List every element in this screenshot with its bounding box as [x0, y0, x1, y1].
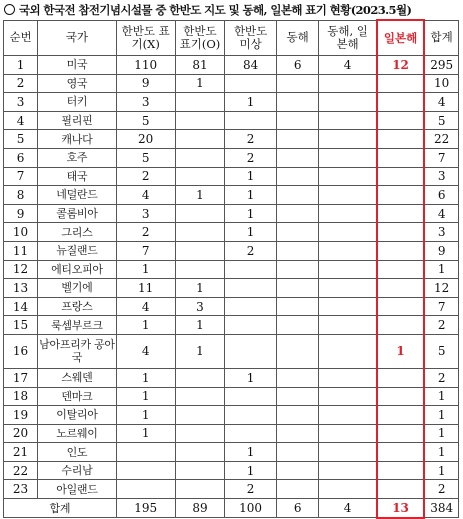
- table-cell: [276, 204, 318, 223]
- table-row: [4, 334, 459, 368]
- row-number: 5: [4, 130, 38, 149]
- table-cell: [276, 279, 318, 298]
- table-cell: 3: [116, 93, 175, 112]
- table-cell: [319, 297, 377, 316]
- row-number: 14: [4, 297, 38, 316]
- table-cell: 7: [424, 148, 458, 167]
- highlight-cell: [377, 424, 425, 443]
- table-cell: 11: [116, 279, 175, 298]
- highlight-cell: [377, 461, 425, 480]
- row-number: 10: [4, 223, 38, 242]
- table-cell: 4: [116, 186, 175, 205]
- table-cell: [175, 368, 225, 387]
- table-cell: 1: [424, 260, 458, 279]
- table-cell: [276, 130, 318, 149]
- row-number: 18: [4, 387, 38, 406]
- table-cell: [175, 130, 225, 149]
- table-cell: [276, 93, 318, 112]
- highlight-cell: [377, 130, 425, 149]
- row-number: 6: [4, 148, 38, 167]
- country-name: 터키: [38, 93, 117, 112]
- table-cell: [276, 368, 318, 387]
- table-cell: 1: [225, 93, 277, 112]
- table-cell: [276, 186, 318, 205]
- table-cell: 1: [424, 387, 458, 406]
- table-cell: 10: [424, 74, 458, 93]
- table-cell: 5: [116, 148, 175, 167]
- header-cell: 한반도 표기(O): [175, 20, 225, 56]
- table-cell: [276, 297, 318, 316]
- table-cell: 2: [424, 368, 458, 387]
- table-cell: 3: [424, 223, 458, 242]
- table-cell: [225, 260, 277, 279]
- table-cell: [225, 316, 277, 335]
- highlight-cell: [377, 74, 425, 93]
- table-cell: [225, 279, 277, 298]
- header-cell: 순번: [4, 20, 38, 56]
- country-name: 룩셈부르크: [38, 316, 117, 335]
- highlight-cell: [377, 148, 425, 167]
- highlight-cell: [377, 316, 425, 335]
- table-cell: [319, 260, 377, 279]
- table-cell: [276, 223, 318, 242]
- table-cell: 4: [116, 297, 175, 316]
- country-name: 캐나다: [38, 130, 117, 149]
- country-name: 스웨덴: [38, 368, 117, 387]
- table-cell: 1: [424, 461, 458, 480]
- table-row: [4, 316, 459, 335]
- country-name: 그리스: [38, 223, 117, 242]
- table-cell: [319, 148, 377, 167]
- row-number: 4: [4, 111, 38, 130]
- row-number: 1: [4, 56, 38, 75]
- table-cell: [225, 334, 277, 368]
- table-row: [4, 186, 459, 205]
- table-cell: 1: [175, 316, 225, 335]
- table-cell: 2: [225, 241, 277, 260]
- row-number: 9: [4, 204, 38, 223]
- table-cell: [319, 93, 377, 112]
- table-cell: [276, 167, 318, 186]
- country-name: 필리핀: [38, 111, 117, 130]
- highlight-cell: [377, 406, 425, 425]
- table-cell: 2: [225, 148, 277, 167]
- table-cell: [319, 334, 377, 368]
- highlight-cell: [377, 387, 425, 406]
- country-name: 뉴질랜드: [38, 241, 117, 260]
- table-row: [4, 480, 459, 499]
- table-cell: [319, 204, 377, 223]
- country-name: 수리남: [38, 461, 117, 480]
- table-row: [4, 406, 459, 425]
- header-cell: 합계: [424, 20, 458, 56]
- table-cell: [276, 461, 318, 480]
- country-name: 태국: [38, 167, 117, 186]
- table-cell: [225, 406, 277, 425]
- table-cell: 3: [424, 167, 458, 186]
- row-number: 12: [4, 260, 38, 279]
- table-cell: [175, 461, 225, 480]
- header-cell: 국가: [38, 20, 117, 56]
- country-name: 인도: [38, 443, 117, 462]
- country-name: 노르웨이: [38, 424, 117, 443]
- table-row: [4, 93, 459, 112]
- country-name: 남아프리카 공아국: [38, 334, 117, 368]
- row-number: 20: [4, 424, 38, 443]
- table-cell: [319, 424, 377, 443]
- table-cell: 1: [424, 406, 458, 425]
- country-name: 미국: [38, 56, 117, 75]
- table-cell: 2: [424, 316, 458, 335]
- table-cell: [319, 223, 377, 242]
- total-label: 합계: [4, 499, 117, 518]
- table-cell: 4: [424, 204, 458, 223]
- data-table: [3, 19, 459, 519]
- table-cell: [319, 461, 377, 480]
- table-cell: 81: [175, 56, 225, 75]
- country-name: 프랑스: [38, 297, 117, 316]
- table-cell: [175, 387, 225, 406]
- highlight-cell: 1: [377, 334, 425, 368]
- table-cell: [276, 260, 318, 279]
- table-row: [4, 241, 459, 260]
- table-cell: 2: [116, 223, 175, 242]
- table-cell: [175, 204, 225, 223]
- table-cell: 1: [116, 406, 175, 425]
- page-title: [4, 2, 411, 18]
- table-cell: [175, 223, 225, 242]
- table-cell: [175, 480, 225, 499]
- row-number: 11: [4, 241, 38, 260]
- table-cell: 1: [225, 167, 277, 186]
- total-row: [4, 499, 459, 518]
- table-cell: [276, 316, 318, 335]
- row-number: 13: [4, 279, 38, 298]
- table-cell: 2: [116, 167, 175, 186]
- table-row: [4, 204, 459, 223]
- header-cell: 한반도 표기(X): [116, 20, 175, 56]
- table-cell: [116, 461, 175, 480]
- total-cell: 384: [424, 499, 458, 518]
- country-name: 덴마크: [38, 387, 117, 406]
- table-row: [4, 56, 459, 75]
- row-number: 22: [4, 461, 38, 480]
- table-cell: 9: [424, 241, 458, 260]
- table-cell: 1: [175, 74, 225, 93]
- table-cell: [175, 424, 225, 443]
- country-name: 벨기에: [38, 279, 117, 298]
- table-cell: [319, 74, 377, 93]
- highlight-cell: [377, 368, 425, 387]
- country-name: 네덜란드: [38, 186, 117, 205]
- table-cell: 84: [225, 56, 277, 75]
- highlight-cell: 12: [377, 56, 425, 75]
- table-cell: [175, 260, 225, 279]
- table-cell: 5: [116, 111, 175, 130]
- table-cell: [175, 241, 225, 260]
- row-number: 16: [4, 334, 38, 368]
- table-cell: [319, 406, 377, 425]
- table-cell: 1: [116, 368, 175, 387]
- table-cell: 1: [116, 387, 175, 406]
- row-number: 17: [4, 368, 38, 387]
- country-name: 콜롬비아: [38, 204, 117, 223]
- total-cell: 195: [116, 499, 175, 518]
- table-cell: 1: [225, 186, 277, 205]
- table-cell: 3: [175, 297, 225, 316]
- table-cell: 1: [116, 424, 175, 443]
- highlight-cell: [377, 111, 425, 130]
- row-number: 23: [4, 480, 38, 499]
- table-cell: [116, 443, 175, 462]
- table-cell: [225, 111, 277, 130]
- table-cell: [276, 241, 318, 260]
- circle-bullet-icon: [4, 4, 15, 15]
- table-cell: 4: [319, 56, 377, 75]
- country-name: 아일랜드: [38, 480, 117, 499]
- table-cell: 1: [225, 223, 277, 242]
- table-row: [4, 223, 459, 242]
- table-cell: [319, 480, 377, 499]
- table-cell: [116, 480, 175, 499]
- table-cell: [319, 186, 377, 205]
- table-cell: [276, 443, 318, 462]
- table-row: [4, 297, 459, 316]
- highlight-cell: [377, 443, 425, 462]
- table-cell: [276, 406, 318, 425]
- header-cell: 동해, 일본해: [319, 20, 377, 56]
- table-cell: [319, 111, 377, 130]
- table-row: [4, 148, 459, 167]
- total-cell-highlight: 13: [377, 499, 425, 518]
- table-cell: [319, 316, 377, 335]
- table-cell: [276, 148, 318, 167]
- table-cell: [175, 93, 225, 112]
- table-cell: 2: [424, 480, 458, 499]
- table-cell: [225, 424, 277, 443]
- table-row: [4, 130, 459, 149]
- table-row: [4, 167, 459, 186]
- table-cell: 2: [225, 130, 277, 149]
- table-row: [4, 74, 459, 93]
- table-cell: 295: [424, 56, 458, 75]
- table-cell: 6: [276, 56, 318, 75]
- table-cell: 12: [424, 279, 458, 298]
- row-number: 19: [4, 406, 38, 425]
- table-cell: [319, 368, 377, 387]
- highlight-cell: [377, 480, 425, 499]
- table-cell: [276, 74, 318, 93]
- table-cell: [175, 167, 225, 186]
- table-row: [4, 387, 459, 406]
- table-row: [4, 260, 459, 279]
- table-cell: [276, 424, 318, 443]
- highlight-cell: [377, 167, 425, 186]
- table-cell: 9: [116, 74, 175, 93]
- table-cell: [175, 148, 225, 167]
- table-row: [4, 111, 459, 130]
- row-number: 21: [4, 443, 38, 462]
- highlight-cell: [377, 223, 425, 242]
- table-row: [4, 461, 459, 480]
- highlight-cell: [377, 241, 425, 260]
- table-cell: [319, 167, 377, 186]
- table-cell: [276, 387, 318, 406]
- highlight-cell: [377, 279, 425, 298]
- highlight-cell: [377, 204, 425, 223]
- table-cell: [319, 443, 377, 462]
- table-cell: [225, 74, 277, 93]
- country-name: 에티오피아: [38, 260, 117, 279]
- table-cell: 5: [424, 334, 458, 368]
- row-number: 8: [4, 186, 38, 205]
- table-cell: [276, 111, 318, 130]
- table-cell: [225, 297, 277, 316]
- table-row: [4, 279, 459, 298]
- table-cell: 1: [225, 461, 277, 480]
- header-cell-highlight: 일본해: [377, 20, 425, 56]
- table-cell: 22: [424, 130, 458, 149]
- table-cell: 1: [175, 279, 225, 298]
- table-cell: 7: [116, 241, 175, 260]
- table-cell: 1: [116, 316, 175, 335]
- total-cell: 89: [175, 499, 225, 518]
- table-cell: [175, 443, 225, 462]
- table-cell: 4: [424, 93, 458, 112]
- highlight-cell: [377, 93, 425, 112]
- table-cell: [319, 387, 377, 406]
- table-row: [4, 368, 459, 387]
- table-cell: [319, 279, 377, 298]
- table-cell: 20: [116, 130, 175, 149]
- table-cell: 1: [175, 334, 225, 368]
- total-cell: 6: [276, 499, 318, 518]
- table-cell: [319, 130, 377, 149]
- table-cell: 4: [116, 334, 175, 368]
- table-cell: 6: [424, 186, 458, 205]
- total-cell: 4: [319, 499, 377, 518]
- country-name: 영국: [38, 74, 117, 93]
- table-cell: 1: [225, 443, 277, 462]
- highlight-cell: [377, 297, 425, 316]
- row-number: 3: [4, 93, 38, 112]
- table-cell: 1: [424, 424, 458, 443]
- table-cell: 1: [116, 260, 175, 279]
- country-name: 호주: [38, 148, 117, 167]
- table-cell: 3: [116, 204, 175, 223]
- header-cell: 한반도 미상: [225, 20, 277, 56]
- highlight-cell: [377, 186, 425, 205]
- row-number: 2: [4, 74, 38, 93]
- table-cell: 1: [424, 443, 458, 462]
- total-cell: 100: [225, 499, 277, 518]
- header-cell: 동해: [276, 20, 318, 56]
- row-number: 7: [4, 167, 38, 186]
- table-cell: 5: [424, 111, 458, 130]
- table-cell: [319, 241, 377, 260]
- table-cell: [276, 334, 318, 368]
- table-cell: [175, 111, 225, 130]
- table-cell: 1: [175, 186, 225, 205]
- table-cell: 1: [225, 368, 277, 387]
- table-cell: 1: [225, 204, 277, 223]
- table-cell: [225, 387, 277, 406]
- table-row: [4, 424, 459, 443]
- highlight-cell: [377, 260, 425, 279]
- table-cell: 2: [225, 480, 277, 499]
- header-row: [4, 20, 459, 56]
- row-number: 15: [4, 316, 38, 335]
- table-cell: 7: [424, 297, 458, 316]
- table-cell: [276, 480, 318, 499]
- table-row: [4, 443, 459, 462]
- title-text: 국외 한국전 참전기념시설물 중 한반도 지도 및 동해, 일본해 표기 현황(2023.5월): [19, 3, 412, 17]
- table-cell: [175, 406, 225, 425]
- table-cell: 110: [116, 56, 175, 75]
- country-name: 이탈리아: [38, 406, 117, 425]
